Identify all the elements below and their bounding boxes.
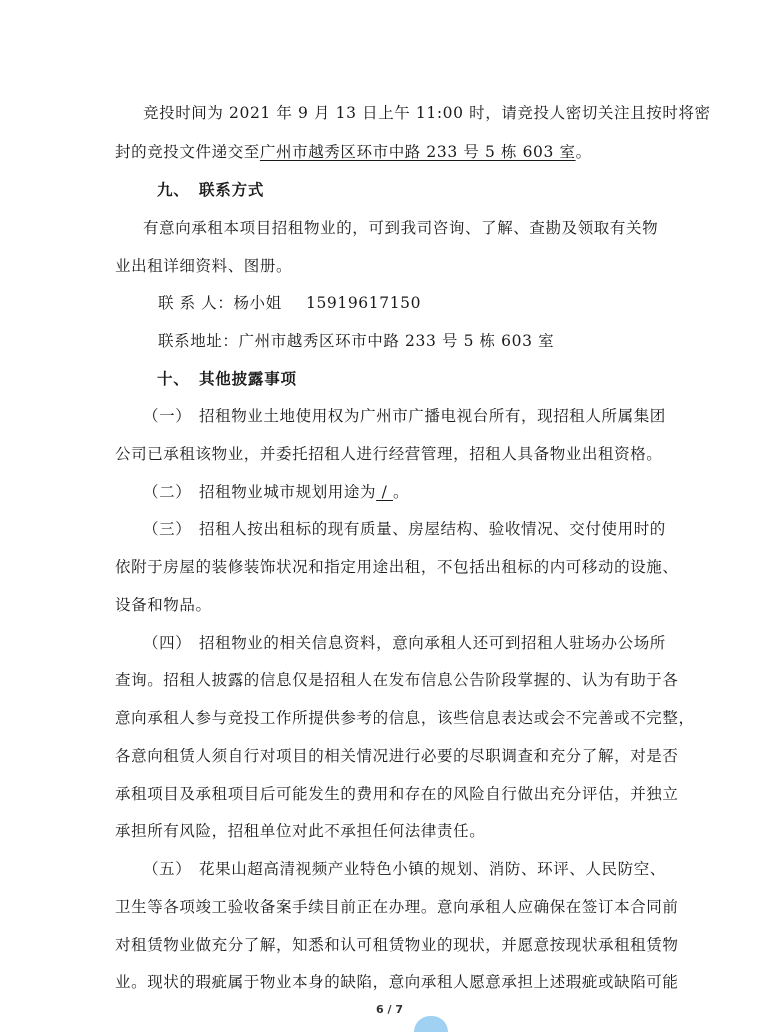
section-number: 九、 — [157, 181, 190, 199]
item-line — [143, 405, 666, 427]
item-line — [143, 481, 409, 503]
item-line: 承租项目及承租项目后可能发生的费用和存在的风险自行做出充分评估，并独立 — [115, 785, 679, 803]
paragraph-line: 竞投时间为 2021 年 9 月 13 日上午 11:00 时，请竞投人密切关注且按时将密 — [143, 104, 711, 122]
item-line: 各意向租赁人须自行对项目的相关情况进行必要的尽职调查和充分了解，对是否 — [115, 747, 679, 765]
planned-use-value: / — [376, 483, 393, 501]
contact-phone: 15919617150 — [306, 294, 422, 312]
item-line: 公司已承租该物业，并委托招租人进行经营管理，招租人具备物业出租资格。 — [115, 445, 663, 463]
item-line: 承担所有风险，招租单位对此不承担任何法律责任。 — [115, 822, 486, 840]
item-text: 招租物业的相关信息资料，意向承租人还可到招租人驻场办公场所 — [199, 634, 666, 652]
item-line: 查询。招租人披露的信息仅是招租人在发布信息公告阶段掌握的、认为有助于各 — [115, 671, 679, 689]
item-text: 招租物业土地使用权为广州市广播电视台所有，现招租人所属集团 — [199, 407, 666, 425]
contact-address: 联系地址：广州市越秀区环市中路 233 号 5 栋 603 室 — [158, 332, 555, 350]
section-title: 联系方式 — [199, 181, 265, 199]
item-line: 业。现状的瑕疵属于物业本身的缺陷，意向承租人愿意承担上述瑕疵或缺陷可能 — [115, 973, 679, 991]
submission-address: 广州市越秀区环市中路 233 号 5 栋 603 室 — [259, 143, 576, 161]
item-number: （三） — [143, 520, 192, 538]
scroll-handle[interactable] — [414, 1016, 448, 1032]
item-line: 设备和物品。 — [115, 596, 212, 614]
contact-person-line — [158, 292, 421, 314]
item-number: （一） — [143, 407, 192, 425]
paragraph-line: 业出租详细资料、图册。 — [115, 257, 293, 275]
item-line: 对租赁物业做充分了解，知悉和认可租赁物业的现状，并愿意按现状承租租赁物 — [115, 936, 679, 954]
item-number: （四） — [143, 634, 192, 652]
section-number: 十、 — [157, 370, 190, 388]
item-line — [143, 518, 666, 540]
item-line — [143, 632, 666, 654]
item-text: 招租物业城市规划用途为 — [199, 483, 377, 501]
item-line — [143, 858, 666, 880]
item-line: 依附于房屋的装修装饰状况和指定用途出租，不包括出租标的内可移动的设施、 — [115, 558, 679, 576]
section-title: 其他披露事项 — [199, 370, 297, 388]
paragraph-line: 有意向承租本项目招租物业的，可到我司咨询、了解、查勘及领取有关物 — [143, 219, 659, 237]
item-line: 意向承租人参与竞投工作所提供参考的信息，该些信息表达或会不完善或不完整， — [115, 709, 695, 727]
item-text: 招租人按出租标的现有质量、房屋结构、验收情况、交付使用时的 — [199, 520, 666, 538]
text-segment: 。 — [575, 143, 592, 161]
item-text: 花果山超高清视频产业特色小镇的规划、消防、环评、人民防空、 — [199, 860, 666, 878]
section-heading-9 — [157, 179, 264, 201]
contact-person: 联 系 人：杨小姐 — [158, 294, 282, 312]
item-number: （五） — [143, 860, 192, 878]
item-line: 卫生等各项竣工验收备案手续目前正在办理。意向承租人应确保在签订本合同前 — [115, 898, 679, 916]
item-text: 。 — [393, 483, 410, 501]
item-number: （二） — [143, 483, 192, 501]
text-segment: 封的竞投文件递交至 — [115, 143, 260, 161]
page-indicator: 6 / 7 — [376, 1003, 403, 1016]
section-heading-10 — [157, 368, 297, 390]
paragraph-line — [115, 141, 592, 163]
